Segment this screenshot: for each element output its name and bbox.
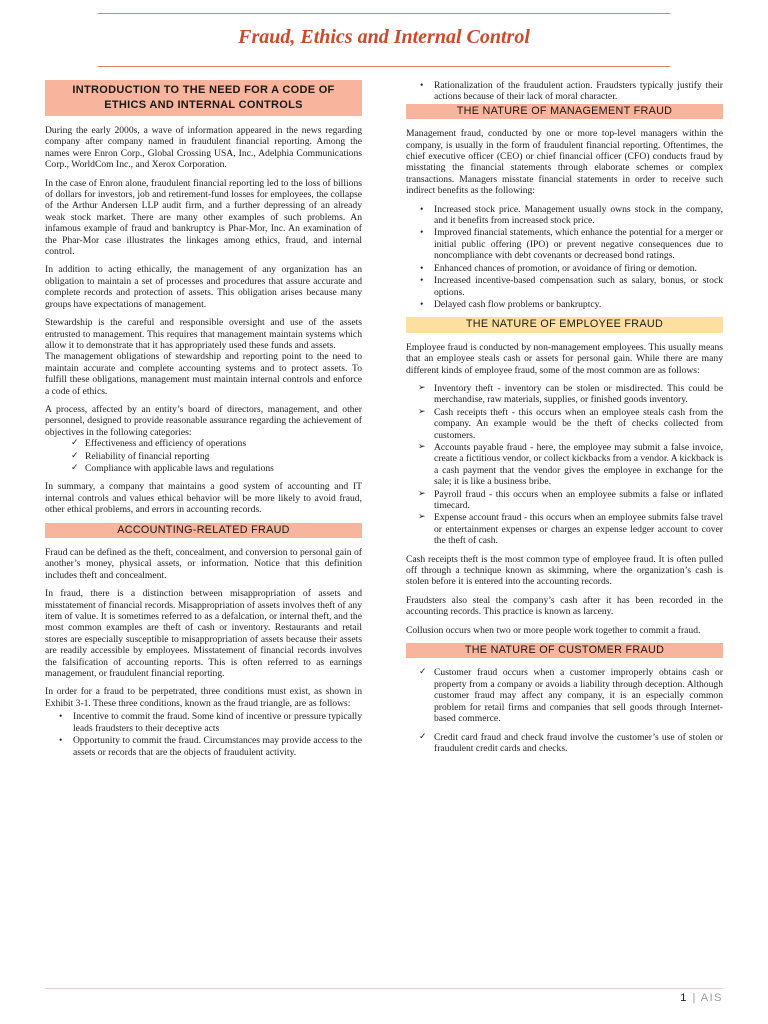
- list-item: • Delayed cash flow problems or bankruptcy.: [406, 299, 723, 310]
- list-item: ✓ Credit card fraud and check fraud involve the customer’s use of stolen or fraudulent credit cards and checks.: [406, 732, 723, 755]
- paragraph: Fraud can be defined as the theft, concealment, and conversion to personal gain of another’s money, physical assets, or information. Notice that this definition includes theft and concealment.: [45, 547, 362, 581]
- paragraph: Stewardship is the careful and responsible oversight and use of the assets entrusted to management. This requires that management maintain systems which allow it to demonstrate that it has appropriately used these funds and assets.: [45, 317, 362, 351]
- paragraph: The management obligations of stewardship and reporting point to the need to maintain accurate and complete accounting systems and to protect assets. To fulfill these obligations, management must maintain internal controls and enforce a code of ethics.: [45, 351, 362, 397]
- customer-fraud-list: [406, 667, 723, 754]
- list-item: • Rationalization of the fraudulent action. Fraudsters typically justify their actions because of their lack of moral character.: [406, 80, 723, 103]
- paragraph: In summary, a company that maintains a good system of accounting and IT internal controls and values ethical behavior will be more likely to avoid fraud, other ethical problems, and errors in accounting records.: [45, 481, 362, 516]
- list-item: • Opportunity to commit the fraud. Circumstances may provide access to the assets or records that are the objects of fraudulent activity.: [45, 735, 362, 758]
- paragraph: A process, affected by an entity’s board of directors, management, and other personnel, designed to provide reasonable assurance regarding the achievement of objectives in the following categories:: [45, 403, 362, 438]
- list-item: ✓ Effectiveness and efficiency of operations: [45, 438, 362, 449]
- right-column: [406, 80, 723, 761]
- footer-label: AIS: [700, 992, 723, 1004]
- paragraph: In order for a fraud to be perpetrated, three conditions must exist, as shown in Exhibit 3-1. These three conditions, known as the fraud triangle, are as follows:: [45, 686, 362, 709]
- list-item: ➢ Accounts payable fraud - here, the employee may submit a false invoice, create a fictitious vendor, or collect kickbacks from a vendor. A kickback is a cash payment that the vendor gives the employee in exchange for the sale; it is like a business bribe.: [406, 442, 723, 488]
- top-rule: [98, 13, 670, 14]
- employee-fraud-list: [406, 383, 723, 547]
- management-benefits-list: [406, 204, 723, 311]
- paragraph: Cash receipts theft is the most common type of employee fraud. It is often pulled off through a technique known as skimming, where the organization’s cash is stolen before it is entered into the accounting records.: [406, 553, 723, 588]
- page-footer: [680, 992, 723, 1004]
- list-item: ➢ Payroll fraud - this occurs when an employee submits a false or inflated timecard.: [406, 489, 723, 512]
- employee-fraud-header: THE NATURE OF EMPLOYEE FRAUD: [406, 317, 723, 332]
- title-rule: [98, 66, 670, 67]
- fraud-triangle-list: [45, 711, 362, 758]
- paragraph: In addition to acting ethically, the management of any organization has an obligation to maintain a set of processes and procedures that assure accurate and complete records and protection of assets. This obligation arises because many groups have expectations of management.: [45, 264, 362, 310]
- list-item: ✓ Customer fraud occurs when a customer improperly obtains cash or property from a company or avoids a liability through deception. Although customer fraud may affect any company, it is an especially common problem for retail firms and companies that sell goods through Internet-based commerce.: [406, 667, 723, 724]
- paragraph: Management fraud, conducted by one or more top-level managers within the company, is usually in the form of fraudulent financial reporting. Oftentimes, the chief executive officer (CEO) or chief financial officer (CFO) conducts fraud by misstating the financial statements through elaborate schemes or complex transactions. Managers misstate financial statements in order to receive such indirect benefits as the following:: [406, 128, 723, 197]
- footer-separator: |: [692, 992, 697, 1004]
- list-item: ➢ Cash receipts theft - this occurs when an employee steals cash from the company. An example would be the theft of checks collected from customers.: [406, 407, 723, 441]
- list-item: • Enhanced chances of promotion, or avoidance of firing or demotion.: [406, 263, 723, 274]
- paragraph: Collusion occurs when two or more people work together to commit a fraud.: [406, 624, 701, 636]
- list-item: • Incentive to commit the fraud. Some kind of incentive or pressure typically leads fraudsters to their deceptive acts: [45, 711, 362, 734]
- paragraph: During the early 2000s, a wave of information appeared in the news regarding company after company named in fraudulent financial reporting. Among the names were Enron Corp., Global Crossing USA, Inc., Adelphia Communications Corp., WorldCom Inc., and Xerox Corporation.: [45, 125, 362, 171]
- list-item: ✓ Reliability of financial reporting: [45, 451, 362, 462]
- document-title: Fraud, Ethics and Internal Control: [238, 26, 530, 48]
- list-item: • Increased incentive-based compensation such as salary, bonus, or stock options.: [406, 275, 723, 298]
- left-column: [45, 80, 362, 765]
- accounting-fraud-header: ACCOUNTING-RELATED FRAUD: [45, 523, 362, 538]
- list-item: • Improved financial statements, which enhance the potential for a merger or initial public offering (IPO) or prevent negative consequences due to noncompliance with debt covenants or decreased bond ratings.: [406, 227, 723, 261]
- paragraph: Fraudsters also steal the company’s cash after it has been recorded in the accounting records. This practice is known as larceny.: [406, 594, 723, 618]
- paragraph: In fraud, there is a distinction between misappropriation of assets and misstatement of financial records. Misappropriation of assets involves theft of any item of value. It is sometimes referred to as a defalcation, or internal theft, and the most common examples are theft of cash or inventory. Restaurants and retail stores are especially susceptible to misappropriation of assets because their assets are readily accessible by employees. Misstatement of financial records involves the falsification of accounting reports. This is often referred to as earnings management, or fraudulent financial reporting.: [45, 588, 362, 680]
- list-item: • Increased stock price. Management usually owns stock in the company, and it benefits from increased stock price.: [406, 204, 723, 227]
- objectives-checklist: [45, 438, 362, 474]
- management-fraud-header: THE NATURE OF MANAGEMENT FRAUD: [406, 104, 723, 119]
- list-item: ➢ Inventory theft - inventory can be stolen or misdirected. This could be merchandise, raw materials, supplies, or finished goods inventory.: [406, 383, 723, 406]
- page-number: 1: [680, 992, 688, 1004]
- list-item: ✓ Compliance with applicable laws and regulations: [45, 463, 362, 474]
- list-item: ➢ Expense account fraud - this occurs when an employee submits false travel or entertainment expenses or charges an expense ledger account to cover the theft of cash.: [406, 512, 723, 546]
- intro-section-header: INTRODUCTION TO THE NEED FOR A CODE OF ETHICS AND INTERNAL CONTROLS: [45, 80, 362, 116]
- fraud-triangle-list-continued: [406, 80, 723, 103]
- paragraph: In the case of Enron alone, fraudulent financial reporting led to the loss of billions of dollars for investors, job and retirement-fund losses for employees, the collapse of the Arthur Andersen LLP audit firm, and a further depressing of an already weak stock market. There are many other examples of such problems. An infamous example of fraud and bankruptcy is Phar-Mor, Inc. An examination of the Phar-Mor case illustrates the linkages among ethics, fraud, and internal control.: [45, 177, 362, 258]
- footer-rule: [45, 988, 723, 989]
- customer-fraud-header: THE NATURE OF CUSTOMER FRAUD: [406, 643, 723, 658]
- paragraph: Employee fraud is conducted by non-management employees. This usually means that an employee steals cash or assets for personal gain. While there are many different kinds of employee fraud, some of the most common are as follows:: [406, 341, 723, 376]
